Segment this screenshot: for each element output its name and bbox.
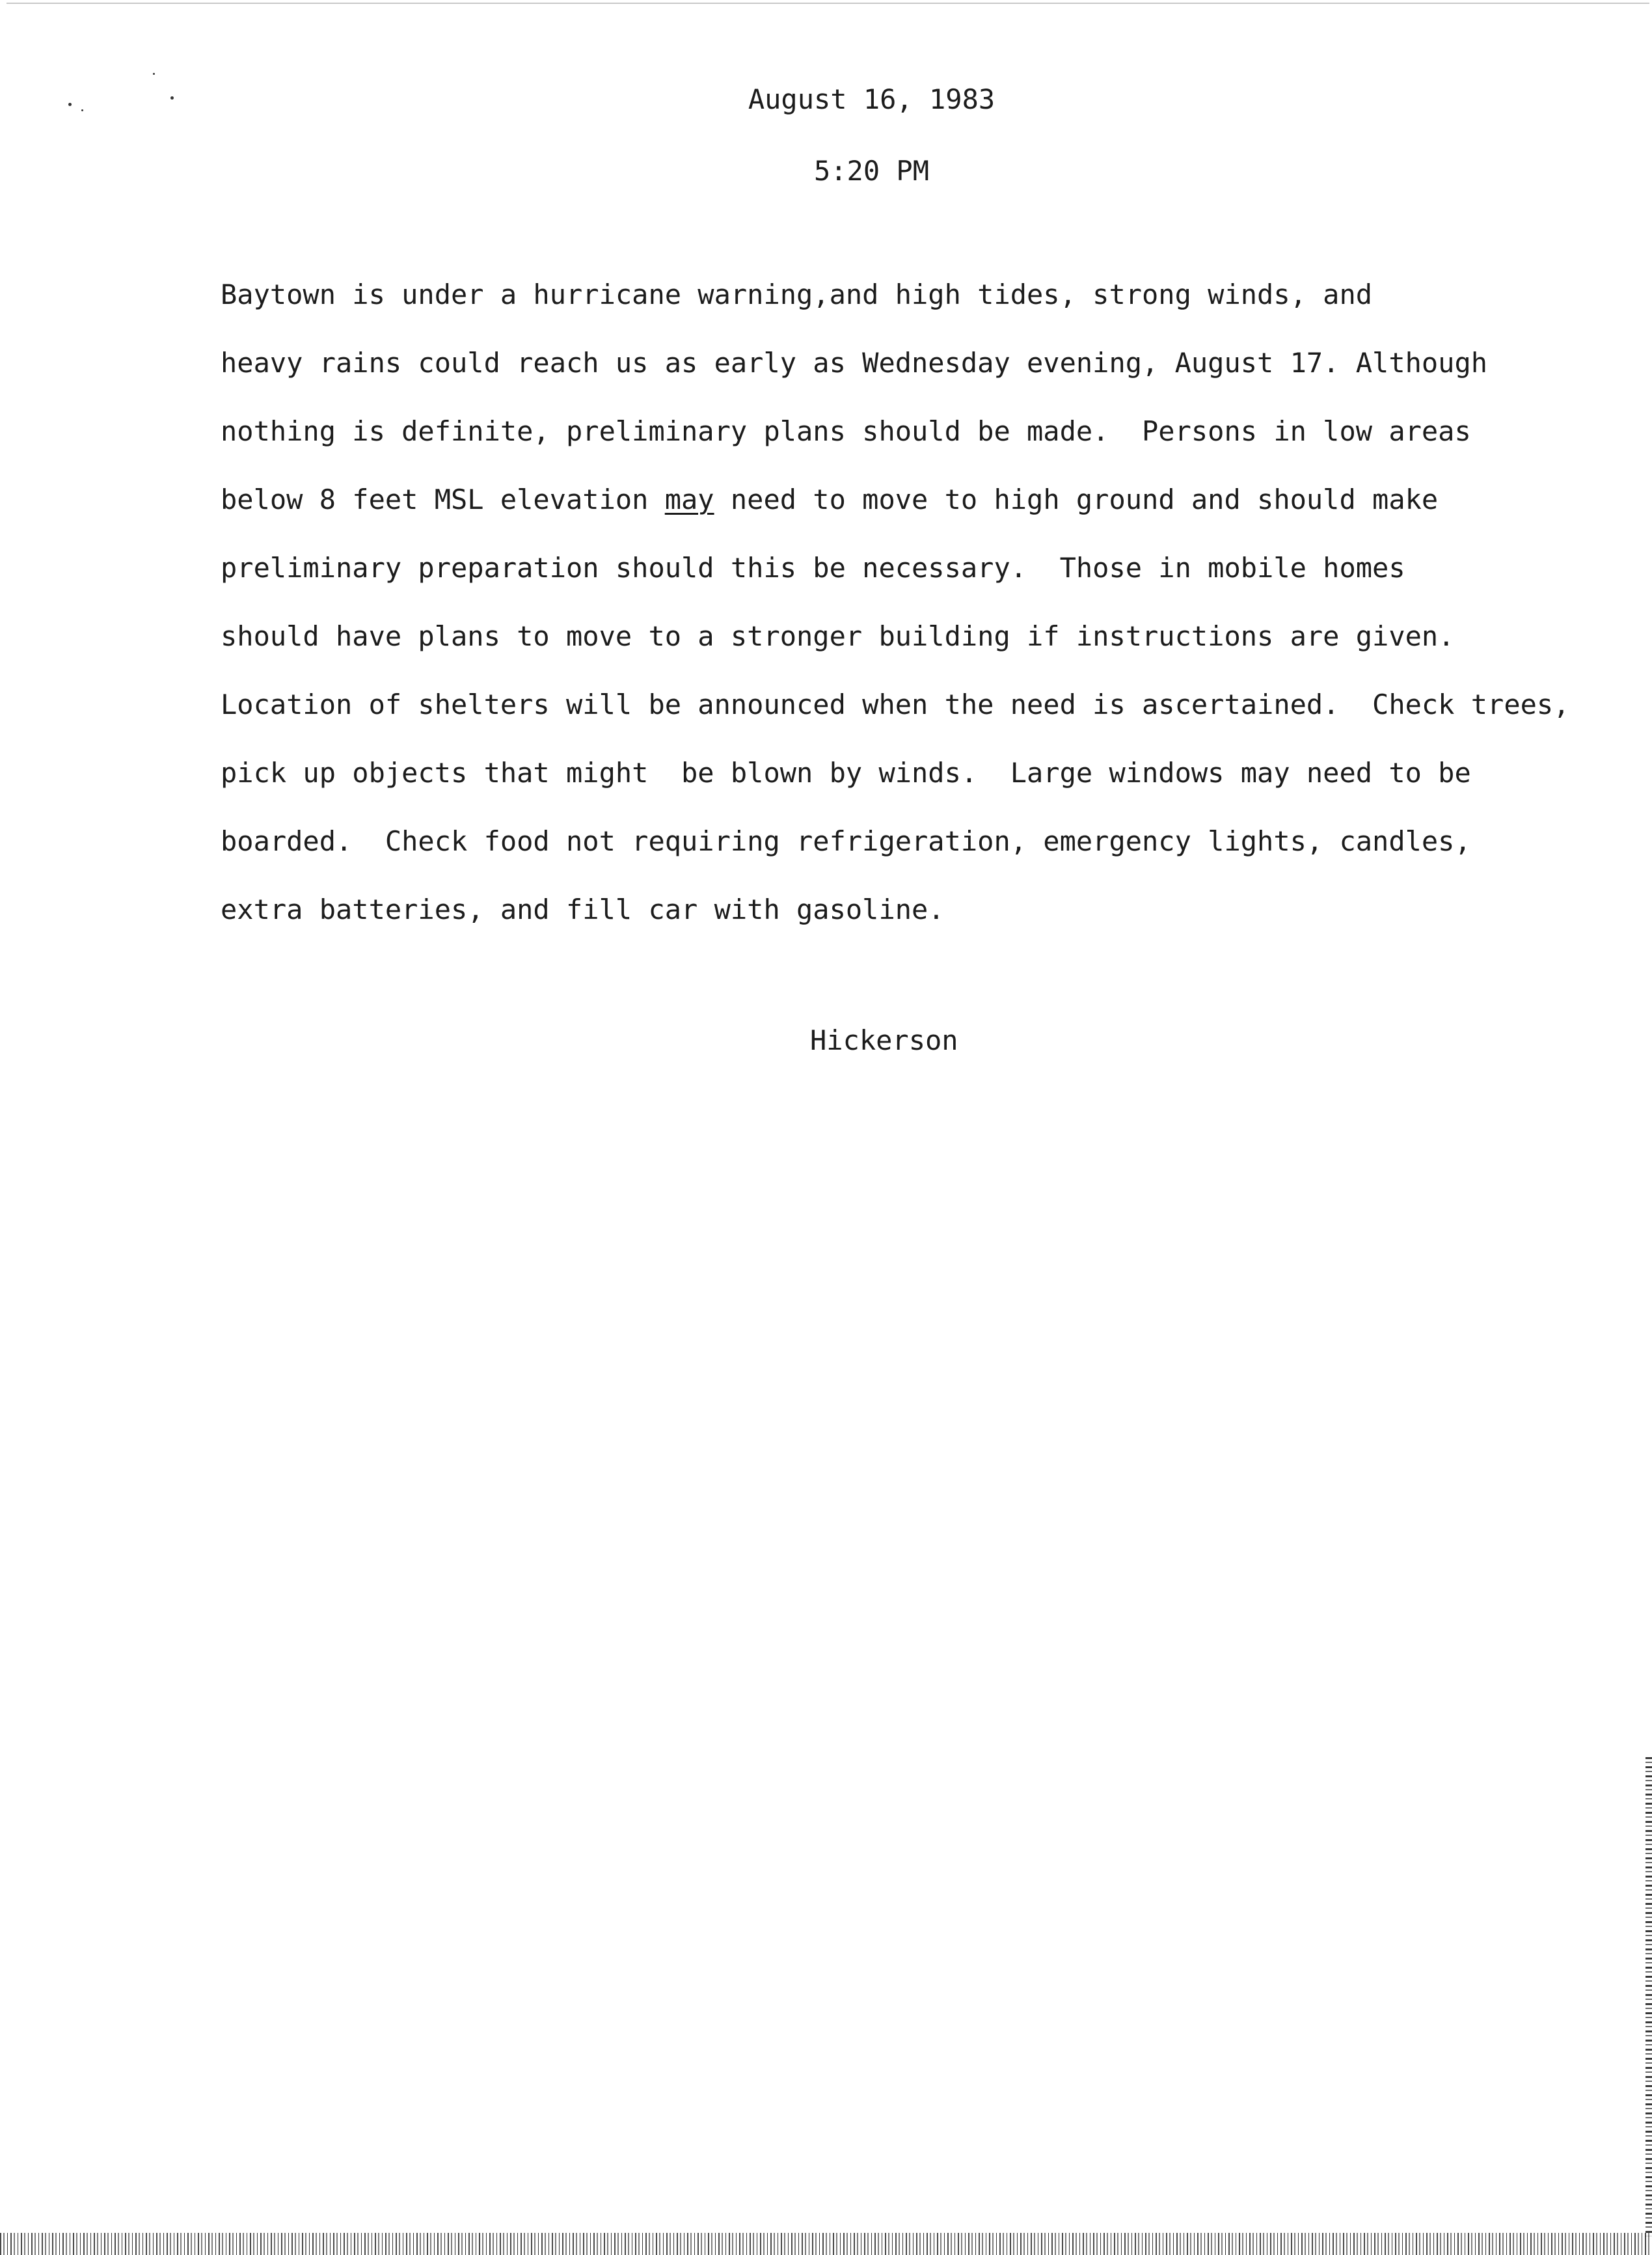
body-line (221, 465, 1626, 534)
body-line: should have plans to move to a stronger building if instructions are given. (221, 620, 1455, 652)
memo-date: August 16, 1983 (748, 83, 995, 115)
body-line-segment: need to move to high ground and should make (714, 484, 1439, 515)
body-line-segment: below 8 feet MSL elevation (221, 484, 665, 515)
memo-time: 5:20 PM (813, 155, 929, 187)
scan-bottom-edge (0, 2233, 1652, 2255)
body-line: pick up objects that might be blown by winds. Large windows may need to be (221, 757, 1471, 789)
underlined-word: may (664, 484, 714, 515)
signature: Hickerson (810, 1024, 958, 1056)
body-line: preliminary preparation should this be necessary. Those in mobile homes (221, 552, 1405, 584)
body-line: Location of shelters will be announced when the need is ascertained. Check trees, (221, 689, 1570, 720)
body-line: heavy rains could reach us as early as Wednesday evening, August 17. Although (221, 347, 1488, 379)
scan-speck (153, 73, 155, 75)
scan-right-edge (1645, 1757, 1652, 2239)
memo-body (221, 260, 1626, 944)
body-line: Baytown is under a hurricane warning,and high tides, strong winds, and (221, 279, 1373, 310)
body-line: extra batteries, and fill car with gasoline. (221, 894, 945, 925)
body-line: nothing is definite, preliminary plans should be made. Persons in low areas (221, 415, 1471, 447)
scan-top-edge (7, 3, 1649, 4)
body-line: boarded. Check food not requiring refrigeration, emergency lights, candles, (221, 825, 1471, 857)
